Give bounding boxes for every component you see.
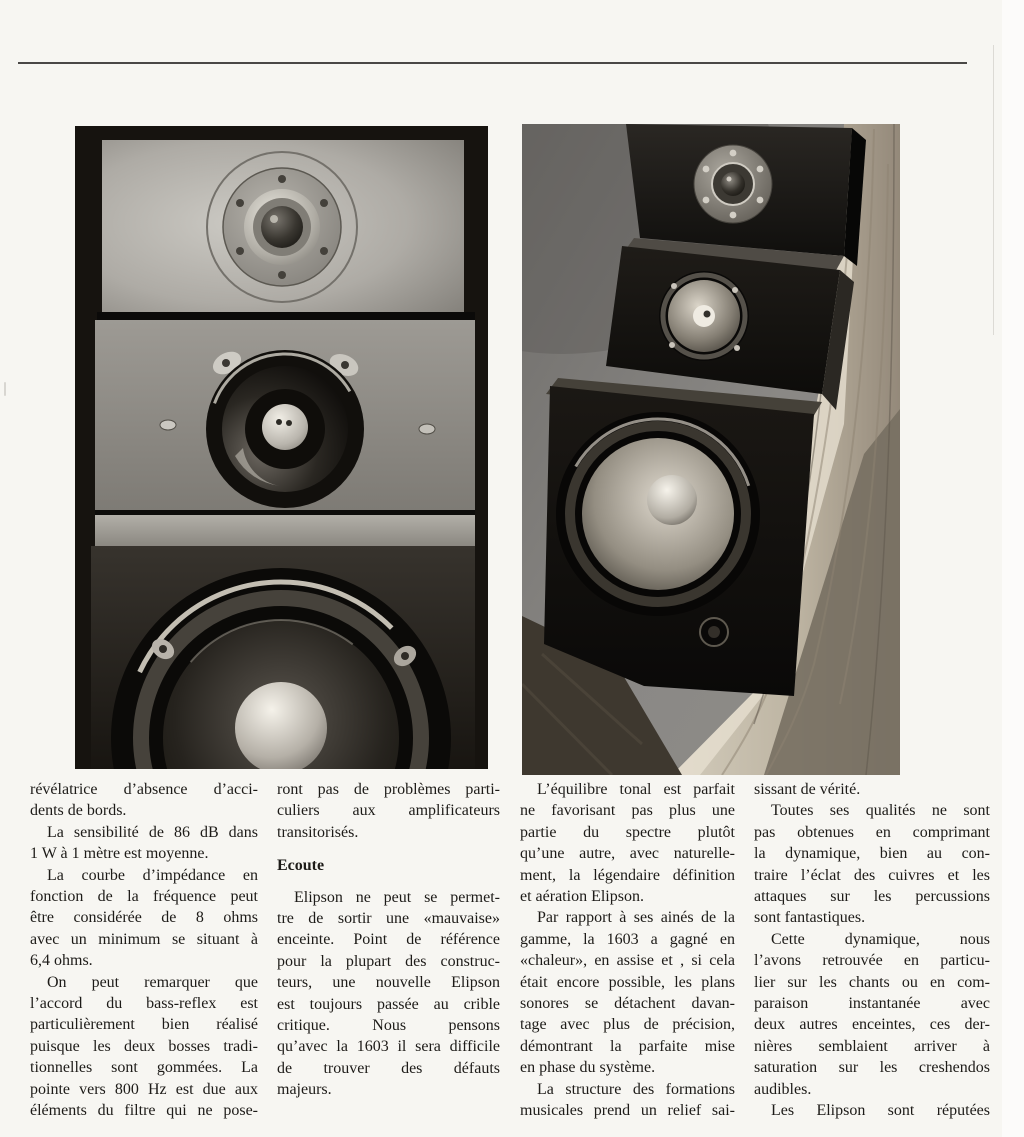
text-line: Par rapport à ses ainés de la	[537, 909, 735, 927]
text-column-4	[754, 779, 990, 1122]
speaker-stepped-photo	[522, 124, 900, 775]
text-line: L’équilibre tonal est parfait	[537, 781, 735, 798]
text-line: audibles.	[754, 1080, 812, 1098]
text-line: «chaleur», en assise et , si cela	[520, 952, 735, 970]
text-line: Les Elipson sont réputées	[771, 1102, 990, 1120]
text-line: transitorisés.	[277, 823, 359, 841]
text-line: sont fantastiques.	[754, 909, 866, 927]
text-line: être considérée de 8 ohms	[30, 909, 258, 927]
text-line: était encore possible, les plans	[520, 973, 735, 991]
text-line: l’avons retrouvée en particu-	[754, 952, 990, 970]
text-line: avec un minimum se situant à	[30, 930, 258, 948]
scan-edge-mark	[4, 382, 6, 396]
text-line: attaques sur les percussions	[754, 888, 990, 906]
text-line: de trouver des défauts	[277, 1059, 500, 1077]
text-line: tre de sortir une «mauvaise»	[277, 910, 500, 928]
text-line: particulièrement bien réalisé	[30, 1016, 258, 1034]
text-line: majeurs.	[277, 1081, 332, 1099]
text-line: deux autres enceintes, ces der-	[754, 1016, 990, 1034]
text-line: saturation sur les creshendos	[754, 1059, 990, 1077]
text-line: gamme, la 1603 a gagné en	[520, 930, 735, 948]
text-line: ment, la légendaire définition	[520, 866, 735, 884]
text-line: pointe vers 800 Hz est due aux	[30, 1080, 258, 1098]
text-line: tage avec plus de précision,	[520, 1016, 735, 1034]
text-line: dents de bords.	[30, 802, 127, 820]
text-line: La sensibilité de 86 dB dans	[47, 823, 258, 841]
text-line: nières semblaient arriver à	[754, 1037, 990, 1055]
text-line: pour la plupart des construc-	[277, 952, 500, 970]
text-line: fonction de la fréquence peut	[30, 888, 258, 906]
text-line: Elipson ne peut se permet-	[294, 888, 500, 906]
text-line: teurs, une nouvelle Elipson	[277, 974, 500, 992]
text-line: puisque les deux bosses tradi-	[30, 1037, 258, 1055]
text-line: démontrant la parfaite mise	[520, 1037, 735, 1055]
text-line: ne favorisant pas plus une	[520, 802, 735, 820]
top-rule	[18, 62, 967, 64]
text-line: paraison instantanée avec	[754, 995, 990, 1013]
text-line: éléments du filtre qui ne pose-	[30, 1102, 258, 1120]
text-line: et aération Elipson.	[520, 888, 644, 906]
text-line: sissant de vérité.	[754, 781, 861, 798]
text-line: ront pas de problèmes parti-	[277, 781, 500, 798]
text-line: critique. Nous pensons	[277, 1017, 500, 1035]
text-line: La structure des formations	[537, 1080, 735, 1098]
text-line: tionnelles sont gommées. La	[30, 1059, 258, 1077]
text-line: l’accord du bass-reflex est	[30, 995, 258, 1013]
text-column-1	[30, 779, 258, 1122]
speaker-front-photo	[75, 126, 488, 769]
text-line: culiers aux amplificateurs	[277, 802, 500, 820]
text-line: 6,4 ohms.	[30, 952, 93, 970]
scan-edge-line	[993, 45, 994, 335]
text-line: traire l’éclat des cuivres et les	[754, 866, 990, 884]
text-line: pas obtenues en comprimant	[754, 823, 990, 841]
text-line: enceinte. Point de référence	[277, 931, 500, 949]
text-line: Toutes ses qualités ne sont	[771, 802, 990, 820]
text-line: est toujours passée au crible	[277, 995, 500, 1013]
text-line: musicales prend un relief sai-	[520, 1102, 735, 1120]
text-line: lier sur les chants ou en com-	[754, 973, 990, 991]
text-column-2	[277, 779, 500, 1101]
text-line: On peut remarquer que	[47, 973, 258, 991]
text-line: qu’avec la 1603 il sera difficile	[277, 1038, 500, 1056]
text-line: Cette dynamique, nous	[771, 930, 990, 948]
text-line: révélatrice d’absence d’acci-	[30, 781, 258, 798]
text-line: la dynamique, bien au con-	[754, 845, 990, 863]
text-column-3	[520, 779, 735, 1122]
text-line: sonores se détachent davan-	[520, 995, 735, 1013]
section-heading: Ecoute	[277, 857, 325, 875]
text-line: qu’une autre, avec naturelle-	[520, 845, 735, 863]
text-line: partie du spectre plutôt	[520, 823, 735, 841]
text-line: 1 W à 1 mètre est moyenne.	[30, 845, 209, 863]
page-right-margin	[1002, 0, 1024, 1137]
text-line: La courbe d’impédance en	[47, 866, 258, 884]
text-line: en phase du système.	[520, 1059, 656, 1077]
